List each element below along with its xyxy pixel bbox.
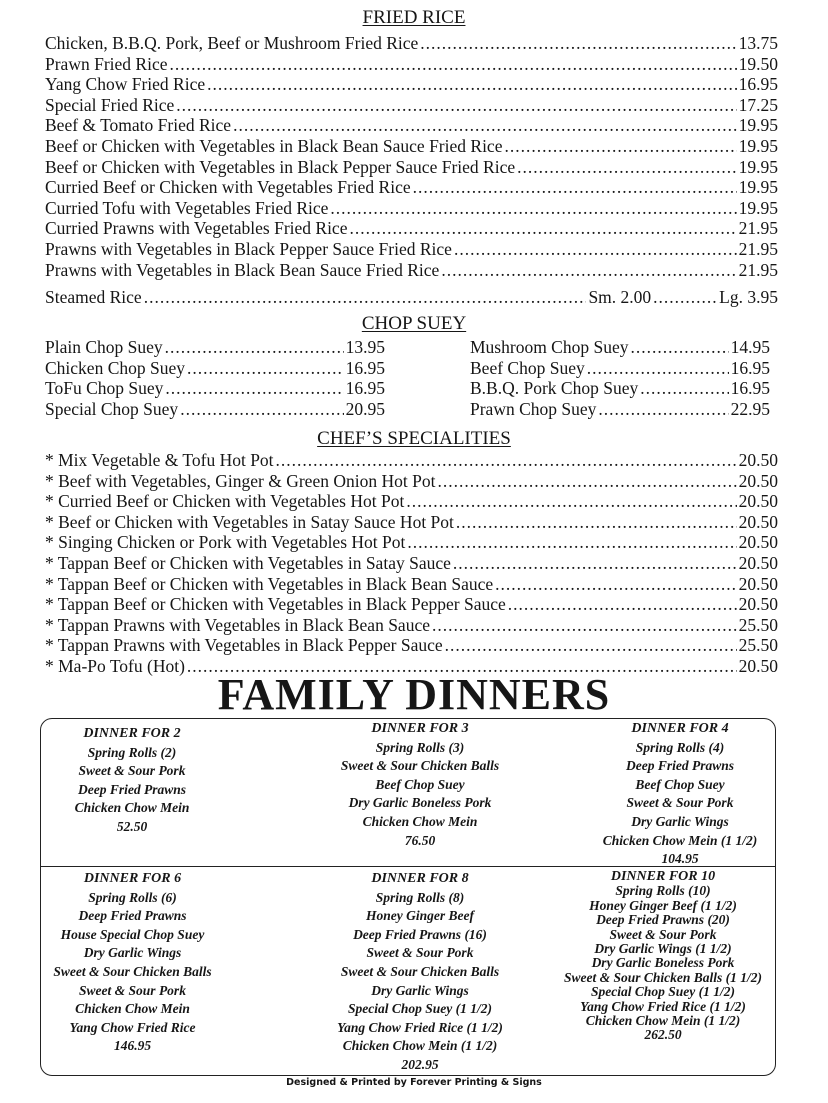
menu-item — [45, 157, 778, 178]
dinner-item: Chicken Chow Mein (1 1/2) — [585, 1013, 741, 1029]
menu-item-name: * Tappan Prawns with Vegetables in Black Pepper Sauce — [45, 635, 443, 656]
menu-item-price: 14.95 — [730, 337, 770, 357]
dinner-price: 146.95 — [113, 1038, 152, 1054]
menu-item-price: 19.95 — [738, 115, 778, 136]
dinner-item: Yang Chow Fried Rice (1 1/2) — [337, 1019, 503, 1035]
menu-item-name: Prawns with Vegetables in Black Pepper Sauce Fried Rice — [45, 238, 452, 259]
dinner-item: Honey Ginger Beef — [366, 908, 474, 924]
menu-item-price: 22.95 — [730, 398, 770, 419]
menu-item-name: Chicken Chop Suey — [45, 357, 185, 378]
menu-item-price: 20.50 — [738, 573, 778, 594]
menu-item — [45, 95, 778, 116]
menu-item — [45, 532, 778, 553]
menu-item-name: Beef & Tomato Fried Rice — [45, 115, 232, 136]
dinner-item: Spring Rolls (6) — [88, 889, 177, 905]
menu-item — [45, 471, 778, 492]
menu-item — [45, 574, 778, 595]
menu-item-name: Prawn Chop Suey — [470, 398, 597, 419]
menu-item — [45, 615, 778, 636]
dinner-for-3 — [320, 720, 520, 850]
menu-item-name: * Singing Chicken or Pork with Vegetables Hot Pot — [45, 532, 406, 553]
fried-rice-heading: FRIED RICE — [362, 7, 466, 28]
dinner-item: Special Chop Suey (1 1/2) — [348, 1001, 492, 1017]
menu-item-price: 13.75 — [738, 33, 778, 53]
dinner-item: Deep Fried Prawns — [626, 758, 734, 774]
menu-item-price: 21.95 — [738, 259, 778, 280]
menu-item-price: 19.95 — [738, 156, 778, 177]
menu-item-name: Special Fried Rice — [45, 94, 175, 115]
dinner-for-4 — [582, 720, 778, 869]
menu-item-price: 20.50 — [738, 491, 778, 512]
menu-item — [45, 337, 385, 358]
dinner-price: 76.50 — [404, 832, 436, 848]
menu-item — [45, 399, 385, 420]
dinner-item: Chicken Chow Mein — [74, 800, 190, 816]
menu-item-name: Mushroom Chop Suey — [470, 337, 629, 357]
menu-item-name: B.B.Q. Pork Chop Suey — [470, 378, 639, 399]
menu-item-name: * Tappan Prawns with Vegetables in Black Bean Sauce — [45, 614, 430, 635]
menu-item — [45, 33, 778, 54]
menu-item — [45, 378, 385, 399]
menu-item-price: 25.50 — [738, 635, 778, 656]
dinner-item: Sweet & Sour Pork — [79, 982, 186, 998]
menu-item-name: ToFu Chop Suey — [45, 378, 164, 399]
dinner-title: DINNER FOR 8 — [371, 871, 469, 886]
dinner-item: Dry Garlic Wings (1 1/2) — [594, 941, 732, 957]
menu-item-name: Steamed Rice — [45, 287, 142, 307]
dinner-item: Honey Ginger Beef (1 1/2) — [589, 897, 737, 913]
menu-item — [45, 239, 778, 260]
menu-item — [45, 491, 778, 512]
menu-item — [45, 198, 778, 219]
menu-item-price: 13.95 — [345, 337, 385, 357]
menu-item-name: Curried Tofu with Vegetables Fried Rice — [45, 197, 329, 218]
dinner-item: Chicken Chow Mein (1 1/2) — [602, 832, 758, 848]
menu-item-name: Curried Prawns with Vegetables Fried Rice — [45, 218, 348, 239]
menu-item-name: Beef or Chicken with Vegetables in Black Bean Sauce Fried Rice — [45, 135, 503, 156]
menu-item-name: * Tappan Beef or Chicken with Vegetables in Satay Sauce — [45, 552, 451, 573]
menu-item-name: Curried Beef or Chicken with Vegetables Fried Rice — [45, 177, 411, 198]
dinner-item: Dry Garlic Wings — [83, 945, 182, 961]
menu-item — [45, 512, 778, 533]
dinner-item: Sweet & Sour Pork — [626, 795, 734, 811]
menu-item-name: * Beef or Chicken with Vegetables in Satay Sauce Hot Pot — [45, 511, 454, 532]
dinner-item: Deep Fried Prawns (20) — [596, 912, 730, 928]
fried-rice-list — [45, 33, 778, 280]
menu-item — [470, 337, 770, 358]
menu-item-price: 20.50 — [738, 594, 778, 615]
menu-item — [470, 399, 770, 420]
menu-item — [45, 74, 778, 95]
menu-item — [470, 358, 770, 379]
menu-item — [45, 594, 778, 615]
dinner-item: Spring Rolls (8) — [375, 889, 465, 905]
dinner-item: Sweet & Sour Pork — [78, 763, 186, 779]
menu-item-price: 20.50 — [738, 552, 778, 573]
dinner-item: Deep Fried Prawns (16) — [353, 926, 487, 942]
family-dinners-heading: FAMILY DINNERS — [217, 670, 611, 719]
menu-item — [45, 260, 778, 281]
dinner-item: Dry Garlic Boneless Pork — [591, 955, 735, 971]
dinner-for-8 — [315, 870, 525, 1075]
dinner-price: 202.95 — [401, 1056, 439, 1072]
menu-item-name: * Mix Vegetable & Tofu Hot Pot — [45, 450, 274, 470]
chefs-specialities-list — [45, 450, 778, 677]
menu-item-price: 20.50 — [738, 470, 778, 491]
menu-item-price: 20.50 — [738, 655, 778, 676]
chop-suey-right-column — [470, 337, 770, 419]
dinner-item: Chicken Chow Mein (1 1/2) — [342, 1038, 498, 1054]
dinner-title: DINNER FOR 10 — [610, 869, 716, 884]
menu-item — [45, 177, 778, 198]
menu-item-price: 16.95 — [345, 357, 385, 378]
menu-item-price: 19.95 — [738, 177, 778, 198]
dinner-item: Spring Rolls (4) — [635, 739, 725, 755]
menu-item-price: 19.95 — [738, 197, 778, 218]
menu-item-price: 17.25 — [738, 94, 778, 115]
dinner-for-6 — [40, 870, 225, 1056]
menu-item-price: 16.95 — [730, 357, 770, 378]
menu-item-price-small: Sm. 2.00 — [588, 287, 652, 307]
dinner-item: Yang Chow Fried Rice — [69, 1019, 196, 1035]
menu-item — [45, 54, 778, 75]
dinner-item: Sweet & Sour Pork — [366, 945, 474, 961]
menu-item-price: 21.95 — [738, 238, 778, 259]
dinner-item: Beef Chop Suey — [375, 776, 465, 792]
dinner-title: DINNER FOR 6 — [83, 871, 182, 886]
dinner-item: Beef Chop Suey — [635, 776, 725, 792]
menu-item-name: Prawn Fried Rice — [45, 53, 168, 74]
menu-item-name: * Curried Beef or Chicken with Vegetables Hot Pot — [45, 491, 405, 512]
printer-credit: Designed & Printed by Forever Printing & Signs — [286, 1077, 542, 1088]
dinner-item: House Special Chop Suey — [60, 926, 205, 942]
dinner-price: 104.95 — [661, 851, 699, 867]
dinner-item: Deep Fried Prawns — [78, 781, 186, 797]
menu-item-price: 16.95 — [730, 378, 770, 399]
dinner-item: Special Chop Suey (1 1/2) — [591, 984, 735, 1000]
menu-item — [45, 115, 778, 136]
dinner-item: Spring Rolls (2) — [87, 744, 177, 760]
menu-item-name: * Beef with Vegetables, Ginger & Green Onion Hot Pot — [45, 470, 436, 491]
dinner-title: DINNER FOR 4 — [631, 721, 729, 736]
menu-item — [45, 358, 385, 379]
menu-item-name: Chicken, B.B.Q. Pork, Beef or Mushroom Fried Rice — [45, 33, 419, 53]
menu-item-name: Special Chop Suey — [45, 398, 179, 419]
menu-item-price: 16.95 — [345, 378, 385, 399]
menu-item-price: 16.95 — [738, 74, 778, 95]
menu-item-price: 19.95 — [738, 135, 778, 156]
dinner-item: Sweet & Sour Chicken Balls — [340, 963, 500, 979]
chop-suey-heading: CHOP SUEY — [361, 313, 467, 334]
dinner-title: DINNER FOR 2 — [83, 726, 181, 741]
dinner-item: Sweet & Sour Chicken Balls — [53, 963, 212, 979]
dinner-price: 262.50 — [644, 1027, 682, 1043]
dinner-item: Deep Fried Prawns — [78, 908, 187, 924]
menu-item-price-large: Lg. 3.95 — [719, 287, 778, 307]
dinner-item: Sweet & Sour Chicken Balls (1 1/2) — [563, 969, 763, 985]
dinner-price: 52.50 — [116, 818, 148, 834]
menu-item-name: Plain Chop Suey — [45, 337, 163, 357]
menu-item-price: 21.95 — [738, 218, 778, 239]
menu-item-name: * Ma-Po Tofu (Hot) — [45, 655, 185, 676]
menu-item — [45, 136, 778, 157]
dinner-title: DINNER FOR 3 — [371, 721, 469, 736]
dinner-item: Spring Rolls (10) — [615, 883, 711, 899]
dinner-item: Dry Garlic Wings — [631, 813, 729, 829]
menu-item-name: * Tappan Beef or Chicken with Vegetables in Black Pepper Sauce — [45, 594, 506, 615]
menu-item-name: Yang Chow Fried Rice — [45, 74, 206, 95]
dinner-item: Chicken Chow Mein — [362, 813, 478, 829]
dinner-item: Sweet & Sour Pork — [609, 926, 717, 942]
steamed-rice-row — [45, 287, 778, 308]
menu-item-price: 20.50 — [738, 450, 778, 470]
dinner-item: Dry Garlic Wings — [371, 982, 469, 998]
chefs-specialities-heading: CHEF’S SPECIALITIES — [317, 428, 511, 449]
menu-item — [45, 635, 778, 656]
dinner-item: Chicken Chow Mein — [75, 1001, 190, 1017]
menu-item-name: Prawns with Vegetables in Black Bean Sauce Fried Rice — [45, 259, 440, 280]
dinner-item: Yang Chow Fried Rice (1 1/2) — [580, 998, 746, 1014]
menu-item-name: Beef or Chicken with Vegetables in Black Pepper Sauce Fried Rice — [45, 156, 516, 177]
menu-item-price: 25.50 — [738, 614, 778, 635]
menu-item-price: 20.95 — [345, 398, 385, 419]
dinner-item: Sweet & Sour Chicken Balls — [340, 758, 500, 774]
dinner-for-2 — [42, 725, 222, 837]
menu-item — [470, 378, 770, 399]
menu-item — [45, 218, 778, 239]
menu-item-price: 19.50 — [738, 53, 778, 74]
dinner-item: Dry Garlic Boneless Pork — [348, 795, 492, 811]
dinner-for-10 — [548, 870, 778, 1043]
dinner-item: Spring Rolls (3) — [375, 739, 465, 755]
menu-item — [45, 553, 778, 574]
menu-item — [45, 450, 778, 471]
menu-item-price: 20.50 — [738, 532, 778, 553]
menu-item-name: * Tappan Beef or Chicken with Vegetables in Black Bean Sauce — [45, 573, 494, 594]
menu-item-name: Beef Chop Suey — [470, 357, 585, 378]
menu-item-price: 20.50 — [738, 511, 778, 532]
chop-suey-left-column — [45, 337, 385, 419]
